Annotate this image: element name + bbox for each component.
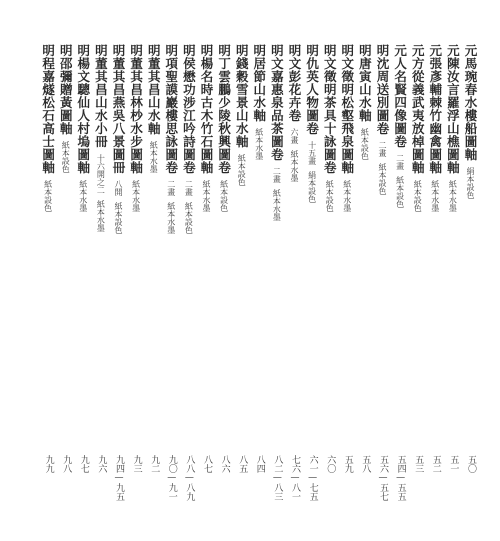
page-number: 九六 [96,455,107,473]
plate-medium: 紙本設色 [360,128,370,160]
plate-entry [462,44,478,205]
plate-medium: 二畫 [184,180,194,196]
page-number: 九二 [149,455,160,473]
plate-title: 明文彭花卉卷 [287,44,302,122]
plate-medium: 十六開之二 [96,154,106,194]
plate-medium-extra: 紙本水墨 [166,202,176,234]
plate-entry [444,44,460,218]
plate-medium: 六畫 [290,128,299,144]
plate-medium-extra: 絹本設色 [307,171,317,203]
plate-entry [392,44,408,208]
page-number: 五一 [448,455,459,473]
page-number: 六〇 [325,455,336,473]
plate-title: 元人名賢四像圖卷 [392,44,408,148]
page-number: 九四—九五 [114,455,124,501]
plate-entry [40,44,56,218]
page-number: 五〇 [466,455,476,473]
plate-title: 明文徵明松壑飛泉圖軸 [339,44,355,174]
plate-medium: 紙本水墨 [202,180,211,212]
plate-title: 明楊文驄仙人村塢圖軸 [75,44,91,174]
plate-title: 元馬琬春水樓船圖軸 [463,44,478,161]
plate-medium-extra: 紙本設色 [184,202,194,234]
plate-medium-extra: 紙本設色 [395,176,405,208]
plate-entry [198,44,214,218]
plate-title: 明董其昌燕吳八景圖冊 [111,44,126,174]
plate-entry [180,44,196,234]
plate-title: 明丁雲鵬少陵秋興圖卷 [216,44,232,174]
plate-title: 明沈周送別圖卷 [375,44,390,135]
plate-medium: 紙本水墨 [131,180,141,212]
plate-entry [57,44,73,179]
plate-medium: 紙本設色 [237,154,247,186]
plate-entry [110,44,126,234]
plate-title: 明項聖謨巖樓思詠圖卷 [163,44,179,174]
plate-title: 元張彥輔棘竹幽禽圖軸 [427,44,443,174]
plate-medium: 紙本設色 [43,180,53,212]
plate-entry [321,44,337,218]
plate-entry [427,44,443,218]
plate-medium: 紙本設色 [413,180,423,212]
page-number: 五二 [430,455,441,473]
plate-entry [268,44,284,221]
page-number: 八七 [202,455,212,473]
plate-medium: 紙本設色 [61,141,71,173]
page-number: 九八 [61,455,72,473]
plate-title: 明程嘉燧松石高士圖軸 [40,44,56,174]
plate-entry [216,44,232,218]
plate-entry [233,44,249,192]
plate-title: 明楊名時古木竹石圖軸 [199,44,214,174]
page-number: 五九 [342,455,353,473]
plate-title: 明邵彌贈黃圖軸 [58,44,74,135]
plate-title: 明文嘉惠泉品茶圖卷 [269,44,285,161]
plate-title: 明董其昌山水小冊 [93,44,109,148]
plate-entry [409,44,425,218]
plate-entry [304,44,320,203]
plate-title: 明唐寅山水軸 [357,44,373,122]
plate-title: 明仇英人物圖卷 [304,44,320,135]
plate-medium: 二畫 [378,141,387,157]
plate-title: 明董其昌林杪水步圖軸 [128,44,144,174]
page-number: 六一—七五 [307,455,318,501]
page-number: 五四—五五 [395,455,406,501]
plate-medium-extra: 紙本水墨 [96,200,106,232]
plate-medium-extra: 紙本水墨 [290,150,299,182]
plate-title: 明董其昌山水軸 [146,44,162,135]
plate-medium: 絹本設色 [466,167,475,199]
plate-title: 明錢穀雪景山水軸 [234,44,250,148]
page-number: 五八 [360,455,371,473]
plate-entry [356,44,372,166]
plate-medium: 紙本水墨 [342,180,352,212]
page-number: 八五 [237,455,248,473]
page-number: 九七 [78,455,89,473]
plate-medium: 八開 [114,180,123,196]
plate-title: 明居節山水軸 [251,44,267,122]
plate-medium: 紙本設色 [325,180,335,212]
plate-medium: 紙本設色 [219,180,229,212]
page-number: 八六 [219,455,230,473]
plate-title: 明侯懋功涉江吟詩圖卷 [181,44,197,174]
plate-entry [286,44,302,182]
page-number: 五三 [413,455,424,473]
plate-medium: 紙本水墨 [254,128,264,160]
plate-medium: 十五畫 [307,141,317,165]
page-number: 八八—八九 [184,455,195,501]
page-number: 八四 [254,455,265,473]
plate-entry [92,44,108,232]
plate-medium: 紙本水墨 [430,180,440,212]
plate-entry [374,44,390,195]
plate-medium-extra: 紙本設色 [114,202,123,234]
page-number: 九〇—九一 [166,455,177,501]
page-number: 八二—八三 [272,455,283,501]
plate-entry [128,44,144,218]
plate-medium: 二畫 [272,167,282,183]
plate-entry [339,44,355,218]
page-number: 五六—五七 [378,455,388,501]
plate-title: 元方從義武夷放棹圖軸 [410,44,426,174]
plate-title: 元陳汝言羅浮山樵圖軸 [445,44,461,174]
plate-entry [75,44,91,218]
plate-medium: 紙本水墨 [78,180,88,212]
plate-title: 明文徵明茶具十詠圖卷 [322,44,338,174]
page-number: 七六—八一 [290,455,300,501]
page-number: 九九 [43,455,54,473]
plate-medium: 紙本水墨 [448,180,458,212]
plate-medium: 紙本水墨 [149,141,159,173]
plate-medium: 二畫 [395,154,405,170]
plate-medium-extra: 紙本設色 [378,163,387,195]
plate-entry [163,44,179,234]
plate-entry [251,44,267,166]
page-number: 九三 [131,455,142,473]
plate-medium-extra: 紙本水墨 [272,189,282,221]
plate-medium: 二畫 [166,180,176,196]
plate-entry [145,44,161,179]
